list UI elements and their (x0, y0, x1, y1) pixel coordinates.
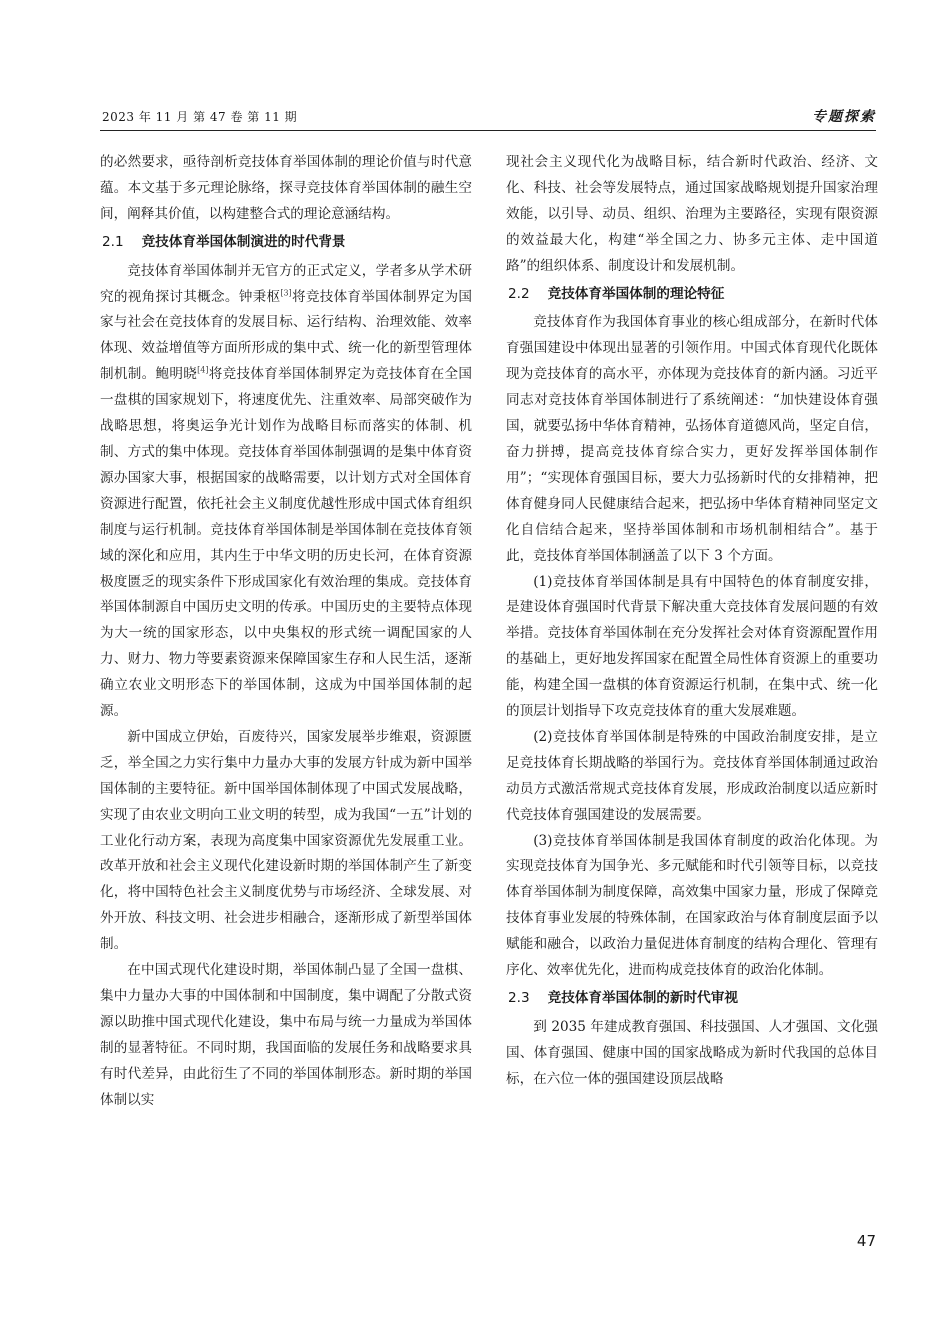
paragraph: 的必然要求，亟待剖析竞技体育举国体制的理论价值与时代意蕴。本文基于多元理论脉络，探寻竞技体育举国体制的融生空间，阐释其价值，以构建整合式的理论意涵结构。 (100, 154, 472, 222)
right-column (506, 150, 878, 1093)
text-run: 竞技体育举国体制并无官方的正式定义，学者多从学术研究的视角探讨其概念。钟秉枢 (100, 262, 472, 305)
section-heading-2-3 (506, 986, 878, 1012)
paragraph: 到 2035 年建成教育强国、科技强国、人才强国、文化强国、体育强国、健康中国的国家战略成为新时代我国的总体目标，在六位一体的强国建设顶层战略 (506, 1018, 878, 1087)
paragraph: (1)竞技体育举国体制是具有中国特色的体育制度安排，是建设体育强国时代背景下解决重大竞技体育发展问题的有效举措。竞技体育举国体制在充分发挥社会对体育资源配置作用的基础上，更好地发挥国家在配置全局性体育资源上的重要功能，构建全国一盘棋的体育资源运行机制，在集中式、统一化的顶层计划指导下攻克竞技体育的重大发展难题。 (506, 573, 878, 720)
page-number: 47 (856, 1232, 876, 1250)
journal-issue-info: 2023 年 11 月 第 47 卷 第 11 期 (102, 110, 298, 124)
citation-ref[interactable]: [3] (280, 288, 292, 297)
running-header (100, 108, 876, 131)
section-title: 竞技体育举国体制的新时代审视 (547, 990, 738, 1006)
section-heading-2-2 (506, 282, 878, 308)
paragraph (100, 259, 472, 725)
paragraph: (2)竞技体育举国体制是特殊的中国政治制度安排，是立足竞技体育长期战略的举国行为。竞技体育举国体制通过政治动员方式激活常规式竞技体育发展，形成政治制度以适应新时代竞技体育强国建设的发展需要。 (506, 728, 878, 823)
section-title: 竞技体育举国体制的理论特征 (547, 285, 725, 302)
text-run: 将竞技体育举国体制界定为竞技体育在全国一盘棋的国家规划下，将速度优先、注重效率、局部突破作为战略思想，将奥运争光计划作为战略目标而落实的体制、机制、方式的集中体现。竞技体育举国体制强调的是集中体育资源办国家大事，根据国家的战略需要，以计划方式对全国体育资源进行配置，依托社会主义制度优越性形成中国式体育组织制度与运行机制。竞技体育举国体制是举国体制在竞技体育领域的深化和应用，其内生于中华文明的历史长河，在体育资源极度匮乏的现实条件下形成国家化有效治理的集成。竞技体育举国体制源自中国历史文明的传承。中国历史的主要特点体现为大一统的国家形态，以中央集权的形式统一调配国家的人力、财力、物力等要素资源来保障国家生存和人民生活，逐渐确立农业文明形态下的举国体制，这成为中国举国体制的起源。 (100, 366, 473, 720)
section-label: 专题探索 (812, 109, 876, 125)
paragraph: 竞技体育作为我国体育事业的核心组成部分，在新时代体育强国建设中体现出显著的引领作用。中国式体育现代化既体现为竞技体育的高水平，亦体现为竞技体育的新内涵。习近平同志对竞技体育举国体制进行了系统阐述：“加快建设体育强国，就要弘扬中华体育精神，弘扬体育道德风尚，坚定自信，奋力拼搏，提高竞技体育综合实力，更好发挥举国体制作用”；“实现体育强国目标，要大力弘扬新时代的女排精神，把体育健身同人民健康结合起来，把弘扬中华体育精神同坚定文化自信结合起来，坚持举国体制和市场机制相结合”。基于此，竞技体育举国体制涵盖了以下 3 个方面。 (506, 314, 878, 564)
text-run: 将竞技体育举国体制界定为国家与社会在竞技体育的发展目标、运行结构、治理效能、效率体现、效益增值等方面所形成的集中式、统一化的新型管理体制机制。鲍明晓 (100, 288, 472, 383)
paragraph: 新中国成立伊始，百废待兴，国家发展举步维艰，资源匮乏，举全国之力实行集中力量办大事的发展方针成为新中国举国体制的主要特征。新中国举国体制体现了中国式发展战略，实现了由农业文明向工业文明的转型，成为我国“一五”计划的工业化行动方案，表现为高度集中国家资源优先发展重工业。改革开放和社会主义现代化建设新时期的举国体制产生了新变化，将中国特色社会主义制度优势与市场经济、全球发展、对外开放、科技文明、社会进步相融合，逐渐形成了新型举国体制。 (100, 728, 472, 953)
section-title: 竞技体育举国体制演进的时代背景 (141, 233, 346, 250)
citation-ref[interactable]: [4] (197, 365, 209, 375)
left-column (100, 150, 472, 1114)
paragraph: 现社会主义现代化为战略目标，结合新时代政治、经济、文化、科技、社会等发展特点，通过国家战略规划提升国家治理效能，以引导、动员、组织、治理为主要路径，实现有限资源的效益最大化，构建“举全国之力、协多元主体、走中国道路”的组织体系、制度设计和发展机制。 (506, 154, 878, 274)
paragraph: 在中国式现代化建设时期，举国体制凸显了全国一盘棋、集中力量办大事的中国体制和中国制度，集中调配了分散式资源以助推中国式现代化建设，集中布局与统一力量成为举国体制的显著特征。不同时期，我国面临的发展任务和战略要求具有时代差异，由此衍生了不同的举国体制形态。新时期的举国体制以实 (100, 962, 472, 1108)
section-number: 2.1 (102, 233, 124, 250)
paragraph: (3)竞技体育举国体制是我国体育制度的政治化体现。为实现竞技体育为国争光、多元赋能和时代引领等目标，以竞技体育举国体制为制度保障，高效集中国家力量，形成了保障竞技体育事业发展的特殊体制，在国家政治与体育制度层面予以赋能和融合，以政治力量促进体育制度的结构合理化、管理有序化、效率优先化，进而构成竞技体育的政治化体制。 (506, 832, 878, 979)
section-number: 2.2 (508, 285, 530, 302)
section-heading-2-1 (100, 230, 472, 256)
section-number: 2.3 (508, 990, 530, 1006)
